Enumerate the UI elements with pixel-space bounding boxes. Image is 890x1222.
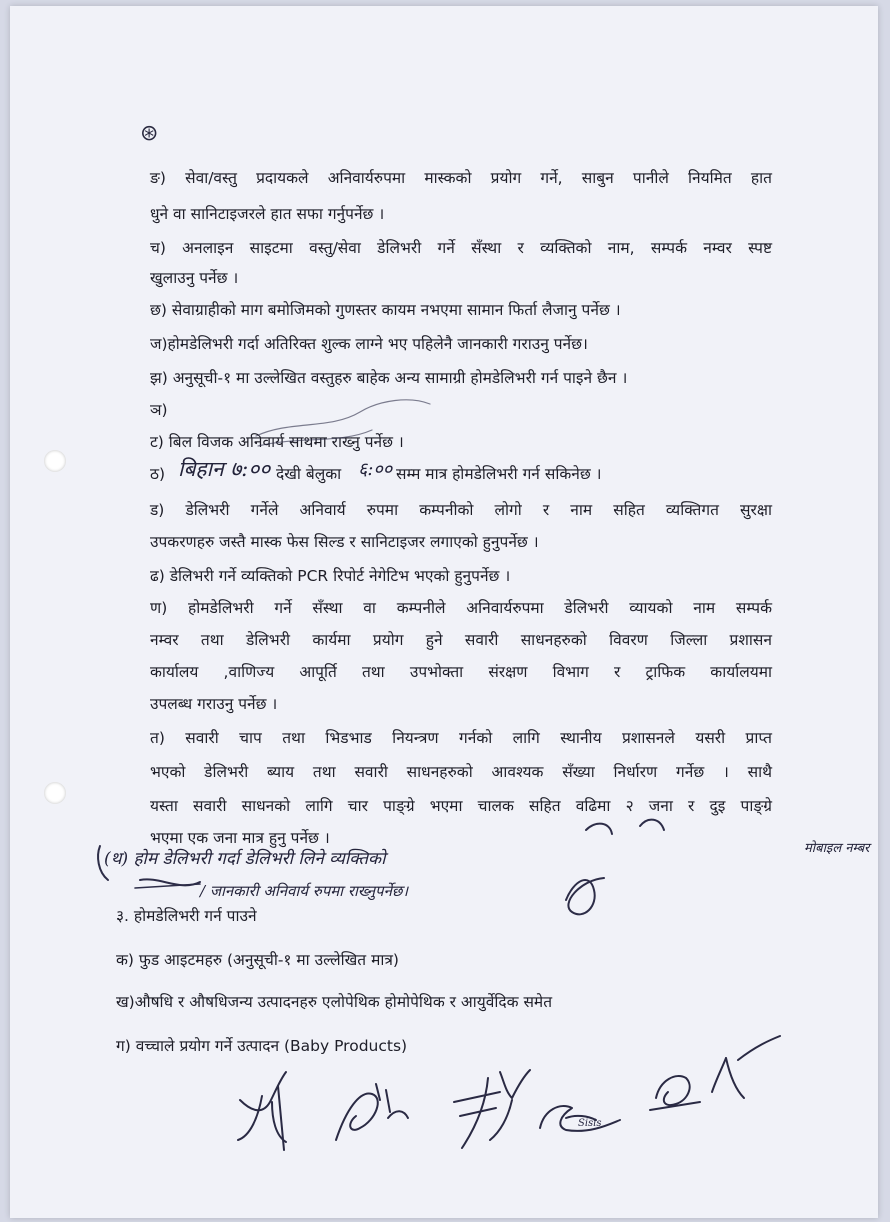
item-ga: ग) वच्चाले प्रयोग गर्ने उत्पादन (Baby Products): [116, 1037, 408, 1055]
signature-5: [650, 1036, 780, 1110]
section-3-heading: ३. होमडेलिभरी गर्न पाउने: [116, 907, 257, 925]
handwritten-note-line1: (थ) होम डेलिभरी गर्दा डेलिभरी लिने व्यक्तिको: [104, 849, 386, 869]
clause-cha-line2: खुलाउनु पर्नेछ ।: [150, 269, 239, 287]
clause-na-line1: ण) होमडेलिभरी गर्ने सँस्था वा कम्पनीले अनिवार्यरुपमा डेलिभरी व्यायको नाम सम्पर्क: [150, 599, 772, 617]
clause-da-line2: उपकरणहरु जस्तै मास्क फेस सिल्ड र सानिटाइजर लगाएको हुनुपर्नेछ ।: [150, 533, 539, 551]
clause-yna: ञ): [150, 401, 168, 419]
clause-ta: ट) बिल विजक अनिवार्य साथमा राख्नु पर्नेछ ।: [150, 433, 404, 451]
clause-ta2-line4: भएमा एक जना मात्र हुनु पर्नेछ ।: [150, 829, 330, 847]
handwritten-note-line2: / जानकारी अनिवार्य रुपमा राख्नुपर्नेछ।: [200, 882, 409, 900]
item-kha: ख)औषधि र औषधिजन्य उत्पादनहरु एलोपेथिक होमोपेथिक र आयुर्वेदिक समेत: [116, 993, 553, 1011]
handwritten-note-mobile: मोबाइल नम्बर: [804, 841, 870, 856]
clause-ta2-line3: यस्ता सवारी साधनको लागि चार पाङ्ग्रे भएमा चालक सहित वढिमा २ जना र दुइ पाङ्ग्रे: [150, 797, 772, 815]
handwritten-start-time: बिहान ७:००: [178, 457, 271, 481]
signature-1: [238, 1072, 286, 1150]
clause-dha: ढ) डेलिभरी गर्ने व्यक्तिको PCR रिपोर्ट नेगेटिभ भएको हुनुपर्नेछ ।: [150, 567, 511, 585]
signature-2: [336, 1084, 408, 1140]
signature-3: [454, 1070, 530, 1148]
clause-tha-text2: सम्म मात्र होमडेलिभरी गर्न सकिनेछ ।: [396, 465, 602, 483]
clause-cha-line1: च) अनलाइन साइटमा वस्तु/सेवा डेलिभरी गर्ने सँस्था र व्यक्तिको नाम, सम्पर्क नम्वर स्पष्ट: [150, 239, 772, 257]
clause-tha-label: ठ): [150, 465, 166, 483]
clause-nga-line2: धुने वा सानिटाइजरले हात सफा गर्नुपर्नेछ ।: [150, 205, 385, 223]
clause-ta2-line1: त) सवारी चाप तथा भिडभाड नियन्त्रण गर्नको लागि स्थानीय प्रशासनले यसरी प्राप्त: [150, 729, 772, 747]
clause-nga-line1: ङ) सेवा/वस्तु प्रदायकले अनिवार्यरुपमा मास्कको प्रयोग गर्ने, साबुन पानीले नियमित हात: [150, 169, 772, 187]
item-ka: क) फुड आइटमहरु (अनुसूची-१ मा उल्लेखित मात्र): [116, 951, 399, 969]
clause-na-line2: नम्वर तथा डेलिभरी कार्यमा प्रयोग हुने सवारी साधनहरुको विवरण जिल्ला प्रशासन: [150, 631, 772, 649]
clause-da-line1: ड) डेलिभरी गर्नेले अनिवार्य रुपमा कम्पनीको लोगो र नाम सहित व्यक्तिगत सुरक्षा: [150, 501, 772, 519]
clause-tha-text1: देखी बेलुका: [276, 465, 342, 483]
clause-na-line3: कार्यालय ,वाणिज्य आपूर्ति तथा उपभोक्ता संरक्षण विभाग र ट्राफिक कार्यालयमा: [150, 663, 772, 681]
clause-ta2-line2: भएको डेलिभरी ब्याय तथा सवारी साधनहरुको आवश्यक सँख्या निर्धारण गर्नेछ । साथै: [150, 763, 772, 781]
header-mark: ⊛: [140, 121, 159, 146]
clause-chha: छ) सेवाग्राहीको माग बमोजिमको गुणस्तर कायम नभएमा सामान फिर्ता लैजानु पर्नेछ ।: [150, 301, 621, 319]
clause-ja: ज)होमडेलिभरी गर्दा अतिरिक्त शुल्क लाग्ने भए पहिलेनै जानकारी गराउनु पर्नेछ।: [150, 335, 588, 353]
clause-na-line4: उपलब्ध गराउनु पर्नेछ ।: [150, 695, 278, 713]
signature-4-text: Sisis: [578, 1118, 602, 1129]
clause-jha: झ) अनुसूची-१ मा उल्लेखित वस्तुहरु बाहेक अन्य सामाग्री होमडेलिभरी गर्न पाइने छैन ।: [150, 369, 628, 387]
handwritten-end-time: ६:००: [358, 459, 393, 480]
